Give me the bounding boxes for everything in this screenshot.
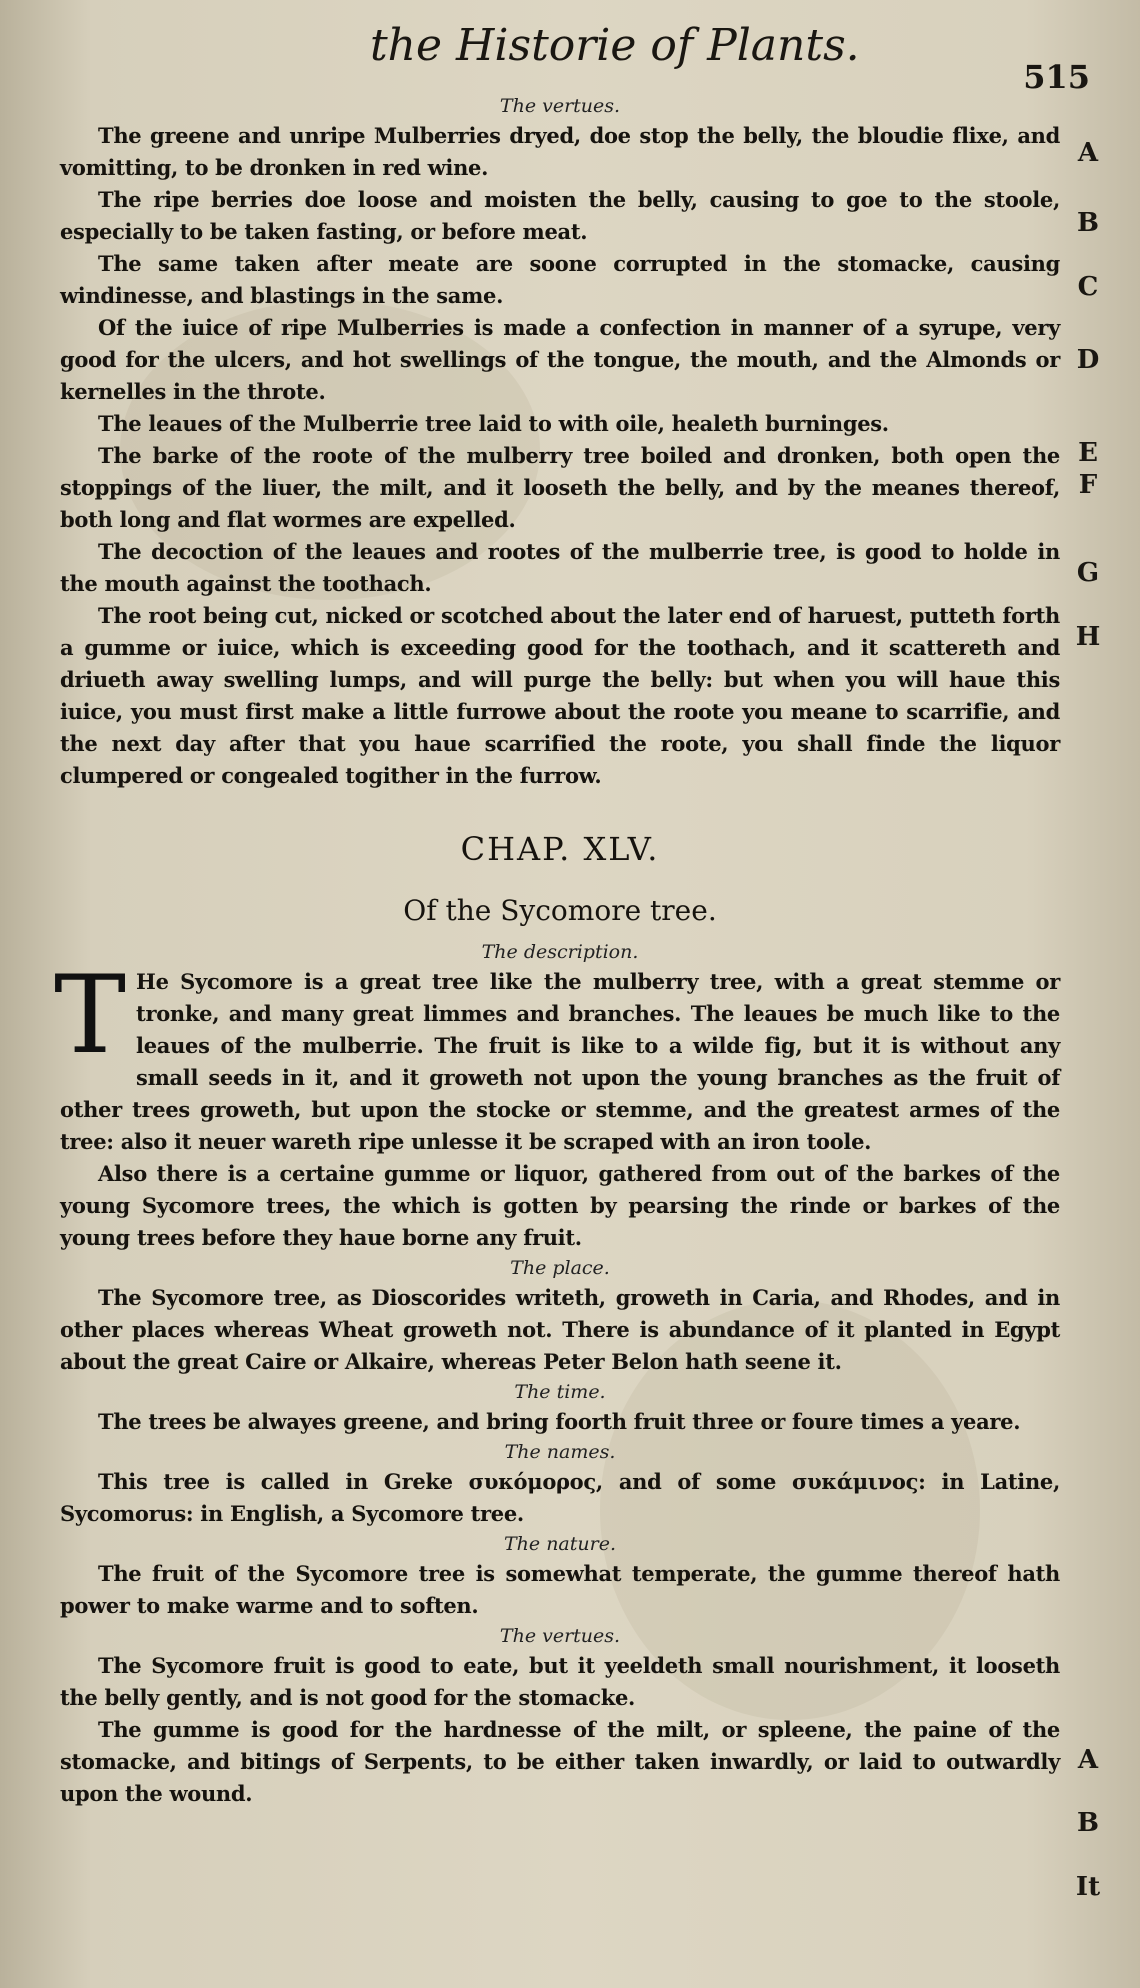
margin-letters — [1068, 0, 1118, 1988]
margin-letter: B — [1077, 208, 1099, 238]
paragraph: The ripe berries doe loose and moisten the belly, causing to goe to the stoole, especially to be taken fasting, or before meat. — [60, 187, 1060, 244]
description-heading: The description. — [481, 941, 639, 963]
chapter-title: Of the Sycomore tree. — [403, 894, 717, 927]
margin-letter: E — [1078, 438, 1098, 468]
paragraph: He Sycomore is a great tree like the mulberry tree, with a great stemme or tronke, and many great limmes and branches. The leaues be much like to the leaues of the mulberrie. The fruit is like to a wilde fig, but it is without any small seeds in it, and it groweth not upon the young branches as the fruit of other trees groweth, but upon the stocke or stemme, and the greatest armes of the tree: also it neuer wareth ripe unlesse it be scraped with an iron toole. — [60, 969, 1060, 1154]
drop-cap: T — [54, 953, 127, 1078]
page-header — [370, 20, 1090, 96]
page-content — [54, 92, 1060, 1810]
paragraph: This tree is called in Greke συκόμορος, and of some συκάμινος: in Latine, Sycomorus: in English, a Sycomore tree. — [60, 1469, 1060, 1526]
margin-letter: A — [1077, 138, 1099, 168]
paragraph: The decoction of the leaues and rootes of the mulberrie tree, is good to holde in the mouth against the toothach. — [60, 539, 1060, 596]
paragraph: The leaues of the Mulberrie tree laid to with oile, healeth burninges. — [98, 411, 889, 436]
margin-letter: D — [1076, 345, 1100, 375]
paragraph: The fruit of the Sycomore tree is somewhat temperate, the gumme thereof hath power to make warme and to soften. — [60, 1561, 1060, 1618]
paragraph: The Sycomore tree, as Dioscorides writeth, groweth in Caria, and Rhodes, and in other places whereas Wheat groweth not. There is abundance of it planted in Egypt about the great Caire or Alkaire, whereas Peter Belon hath seene it. — [60, 1285, 1060, 1374]
vertues-heading: The vertues. — [499, 95, 621, 117]
margin-letter: G — [1076, 558, 1100, 588]
page-number: 515 — [1023, 58, 1090, 96]
time-heading: The time. — [514, 1381, 606, 1403]
paragraph: The trees be alwayes greene, and bring foorth fruit three or foure times a yeare. — [98, 1409, 1021, 1434]
paragraph: The Sycomore fruit is good to eate, but it yeeldeth small nourishment, it looseth the belly gently, and is not good for the stomacke. — [60, 1653, 1060, 1710]
description-block — [54, 953, 1060, 1158]
margin-letter: A — [1077, 1745, 1099, 1775]
paragraph: Of the iuice of ripe Mulberries is made a confection in manner of a syrupe, very good for the ulcers, and hot swellings of the tongue, the mouth, and the Almonds or kernelles in the throte. — [60, 315, 1060, 404]
paragraph: The barke of the roote of the mulberry tree boiled and dronken, both open the stoppings of the liuer, the milt, and it looseth the belly, and by the meanes thereof, both long and flat wormes are expelled. — [60, 443, 1060, 532]
margin-letter: C — [1077, 272, 1099, 302]
place-heading: The place. — [510, 1257, 610, 1279]
catchword: It — [1075, 1872, 1101, 1902]
paragraph: The gumme is good for the hardnesse of the milt, or spleene, the paine of the stomacke, and bitings of Serpents, to be either taken inwardly, or laid to outwardly upon the wound. — [60, 1717, 1060, 1806]
paragraph: The greene and unripe Mulberries dryed, doe stop the belly, the bloudie flixe, and vomitting, to be dronken in red wine. — [60, 123, 1060, 180]
running-title: the Historie of Plants. — [370, 20, 860, 71]
paragraph: Also there is a certaine gumme or liquor, gathered from out of the barkes of the young Sycomore trees, the which is gotten by pearsing the rinde or barkes of the young trees before they haue borne any fruit. — [60, 1161, 1060, 1250]
nature-heading: The nature. — [504, 1533, 616, 1555]
paragraph: The root being cut, nicked or scotched about the later end of haruest, putteth forth a gumme or iuice, which is exceeding good for the toothach, and it scattereth and driueth away swelling lumps, and will purge the belly: but when you will haue this iuice, you must first make a little furrowe about the roote you meane to scarrifie, and the next day after that you haue scarrified the roote, you shall finde the liquor clumpered or congealed togither in the furrow. — [60, 603, 1060, 788]
margin-letter: H — [1075, 622, 1101, 652]
names-heading: The names. — [504, 1441, 616, 1463]
paragraph: The same taken after meate are soone corrupted in the stomacke, causing windinesse, and blastings in the same. — [60, 251, 1060, 308]
vertues-heading: The vertues. — [499, 1625, 621, 1647]
chapter-heading: CHAP. XLV. — [460, 830, 660, 868]
margin-letter: F — [1078, 470, 1098, 500]
margin-letter: B — [1077, 1808, 1099, 1838]
